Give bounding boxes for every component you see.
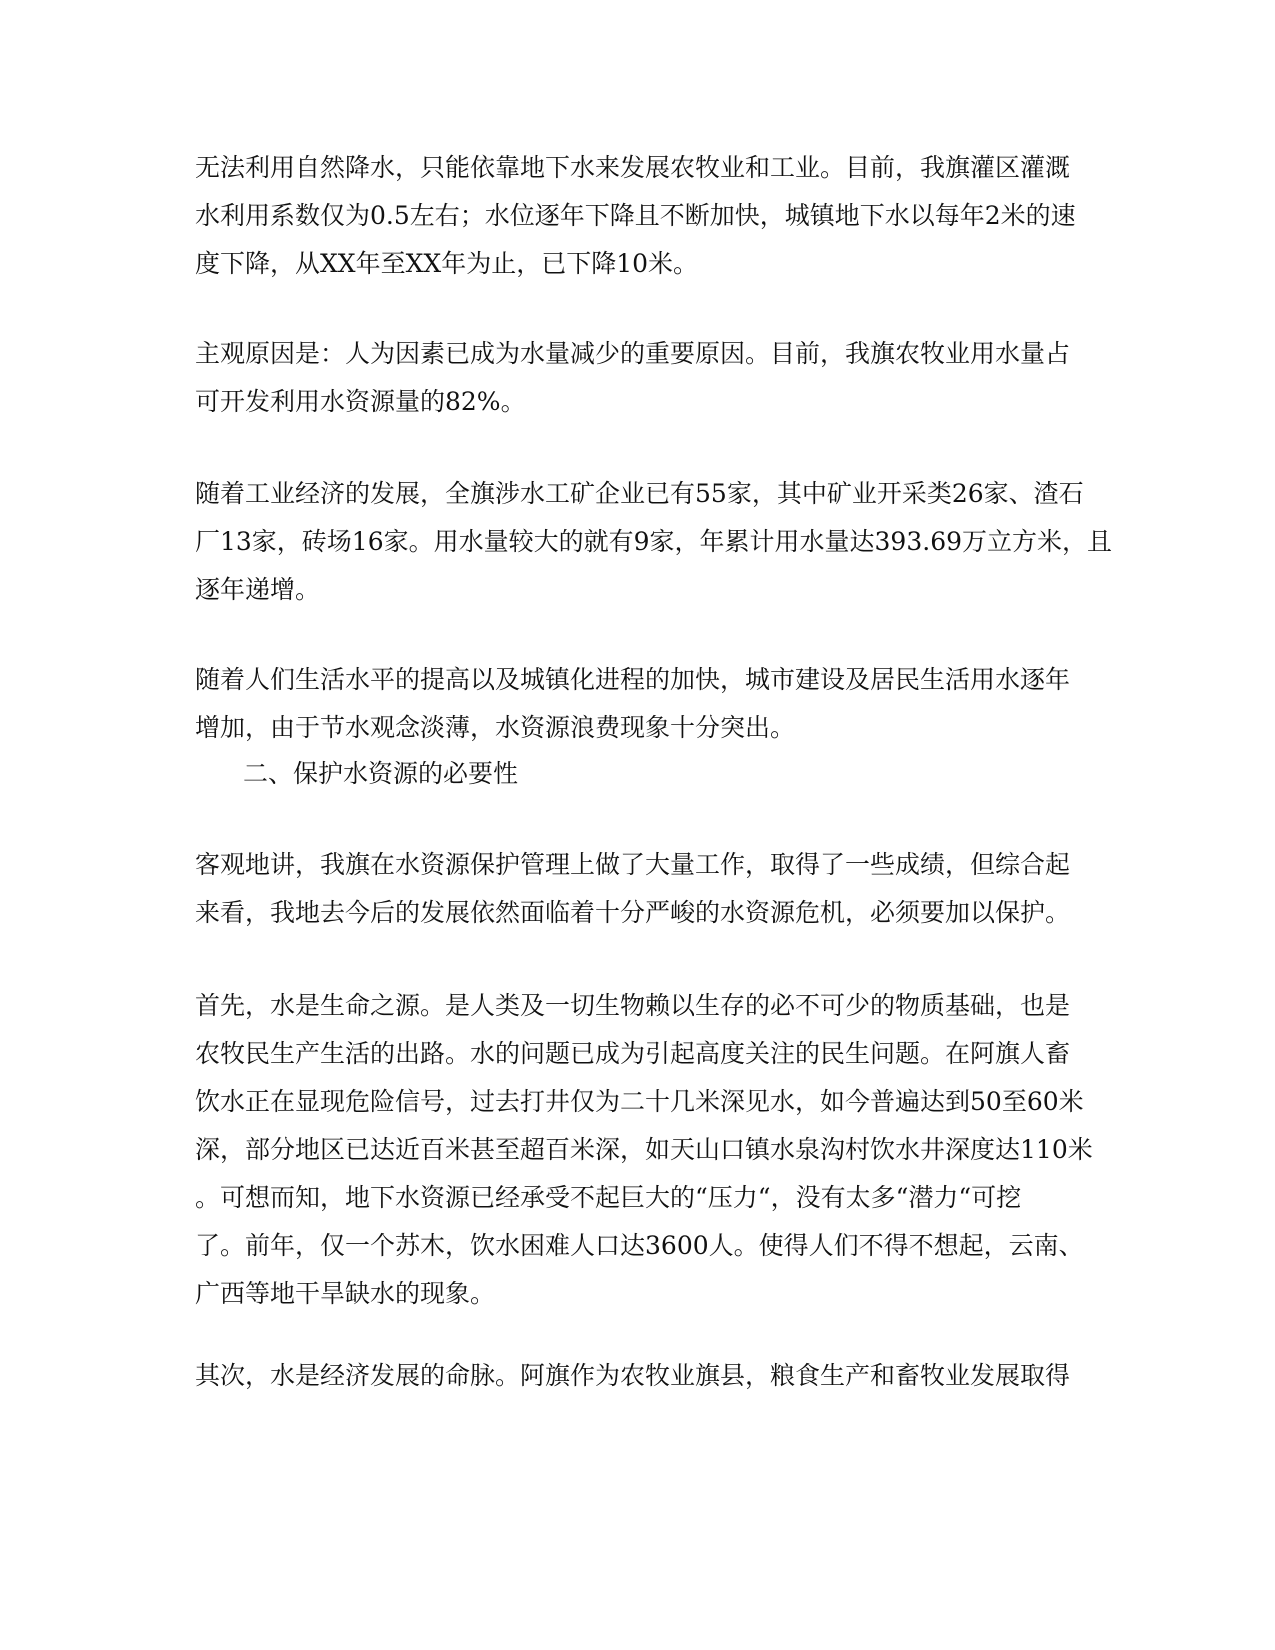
text-line: 饮水正在显现危险信号，过去打井仅为二十几米深见水，如今普遍达到50至60米: [195, 1087, 1084, 1116]
text-line: 无法利用自然降水，只能依靠地下水来发展农牧业和工业。目前，我旗灌区灌溉: [195, 153, 1071, 182]
text-line: 随着工业经济的发展，全旗涉水工矿企业已有55家，其中矿业开采类26家、渣石: [195, 479, 1084, 508]
paragraph-groundwater-decline: [195, 144, 1085, 288]
paragraph-industrial-water-use: [195, 470, 1113, 614]
text-line: 广西等地干旱缺水的现象。: [195, 1279, 496, 1308]
paragraph-urban-water-use: [195, 656, 1085, 752]
text-line: 深，部分地区已达近百米甚至超百米深，如天山口镇水泉沟村饮水井深度达110米: [195, 1135, 1093, 1164]
text-line: 厂13家，砖场16家。用水量较大的就有9家，年累计用水量达393.69万立方米，且: [195, 527, 1113, 556]
text-line: 来看，我地去今后的发展依然面临着十分严峻的水资源危机，必须要加以保护。: [195, 898, 1071, 927]
text-line: 可开发利用水资源量的82%。: [195, 387, 526, 416]
text-line: 随着人们生活水平的提高以及城镇化进程的加快，城市建设及居民生活用水逐年: [195, 665, 1071, 694]
text-line: 农牧民生产生活的出路。水的问题已成为引起高度关注的民生问题。在阿旗人畜: [195, 1039, 1071, 1068]
text-line: 度下降，从XX年至XX年为止，已下降10米。: [195, 249, 699, 278]
paragraph-water-source-of-life: [195, 982, 1093, 1318]
paragraph-economic-lifeline: [195, 1352, 1085, 1400]
text-line: 其次，水是经济发展的命脉。阿旗作为农牧业旗县，粮食生产和畜牧业发展取得: [195, 1361, 1071, 1390]
text-line: 。可想而知，地下水资源已经承受不起巨大的“压力“，没有太多“潜力“可挖: [195, 1183, 1022, 1212]
text-line: 了。前年，仅一个苏木，饮水困难人口达3600人。使得人们不得不想起，云南、: [195, 1231, 1084, 1260]
paragraph-protection-necessity: [195, 841, 1085, 937]
text-line: 增加，由于节水观念淡薄，水资源浪费现象十分突出。: [195, 713, 796, 742]
text-line: 水利用系数仅为0.5左右；水位逐年下降且不断加快，城镇地下水以每年2米的速: [195, 201, 1076, 230]
text-line: 主观原因是：人为因素已成为水量减少的重要原因。目前，我旗农牧业用水量占: [195, 339, 1071, 368]
paragraph-subjective-causes: [195, 330, 1085, 426]
text-line: 客观地讲，我旗在水资源保护管理上做了大量工作，取得了一些成绩，但综合起: [195, 850, 1071, 879]
text-line: 首先，水是生命之源。是人类及一切生物赖以生存的必不可少的物质基础，也是: [195, 991, 1071, 1020]
section-heading: 二、保护水资源的必要性: [243, 759, 519, 788]
text-line: 逐年递增。: [195, 575, 321, 604]
